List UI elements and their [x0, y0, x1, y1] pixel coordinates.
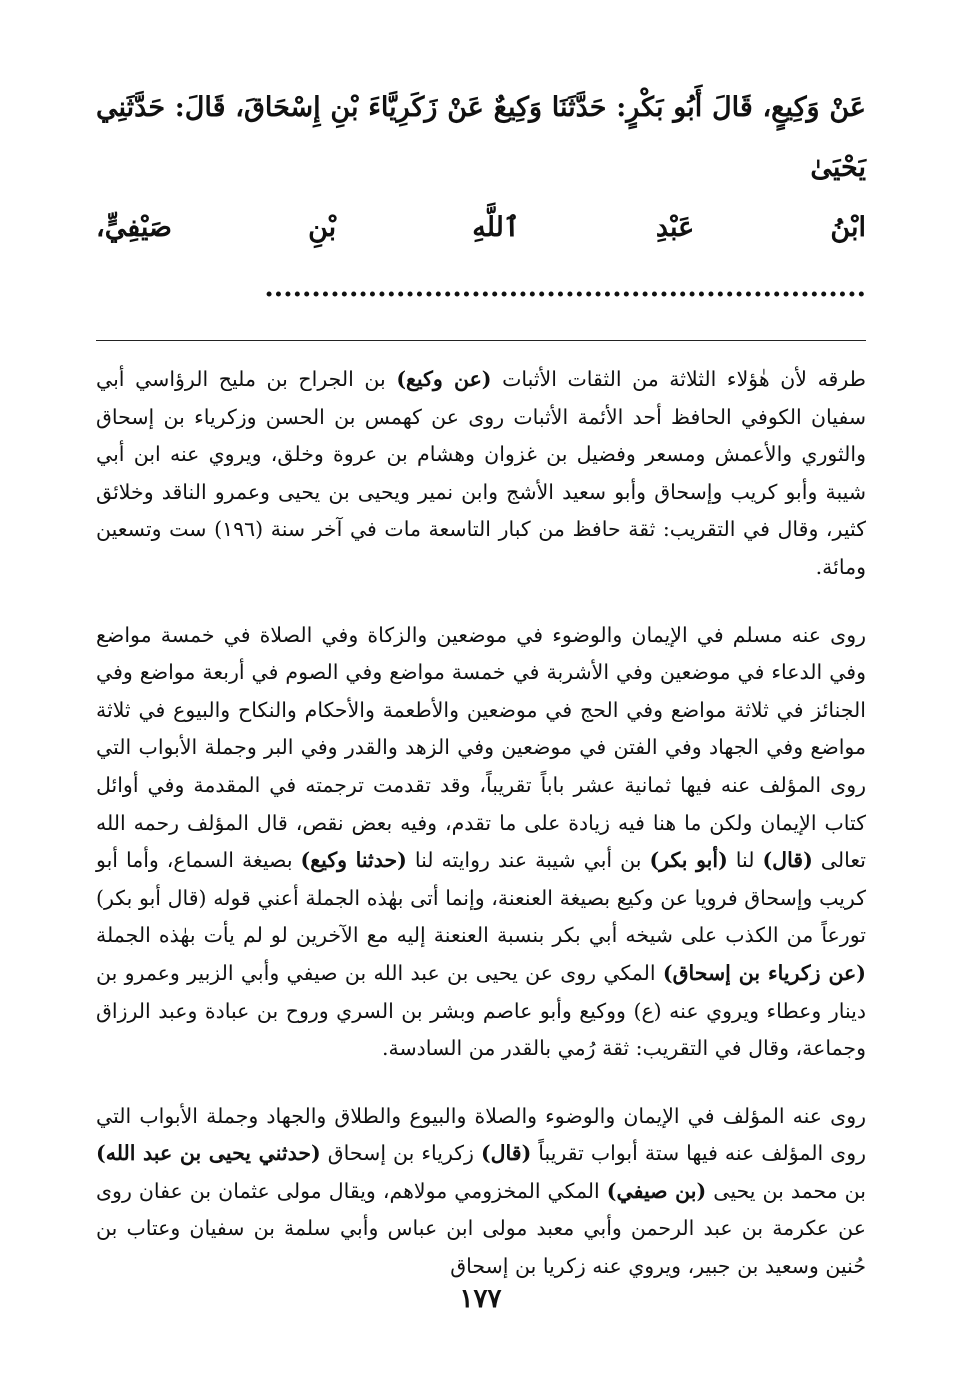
- bold-quote: (عن وكيع): [396, 367, 492, 391]
- text-run: بن أبي شيبة عند روايته لنا: [406, 848, 650, 873]
- footnote-divider: [96, 340, 866, 341]
- bold-quote: (عن زكرياء بن إسحاق): [662, 960, 866, 985]
- page-number: ١٧٧: [459, 1284, 502, 1314]
- text-run: طرقه لأن هٰؤلاء الثلاثة من الثقات الأثبات: [491, 367, 866, 391]
- page-body: [96, 78, 866, 1286]
- text-run: بن محمد بن يحيى: [706, 1178, 866, 1203]
- text-run: المكي روى عن يحيى بن عبد الله بن صيفي وأبي الزبير وعمرو بن دينار وعطاء ويروي عنه (ع) ووكيع وأبو عاصم وبشر بن السري وروح بن عبادة وعبد الرزاق وجماعة، وقال في التقريب: ثقة رُمي بالقدر من السادسة.: [96, 960, 866, 1061]
- text-run: بن الجراح بن مليح الرؤاسي أبي سفيان الكوفي الحافظ أحد الأئمة الأثبات روى عن كهمس بن الحسن وزكرياء بن إسحاق والثوري والأعمش ومسعر وفضيل بن غزوان وهشام بن عروة وخلق، ويروي عنه ابن أبي شيبة وأبو كريب وإسحاق وأبو سعيد الأشج وابن نمير ويحيى بن يحيى وعمرو الناقد وخلائق كثير، وقال في التقريب: ثقة حافظ من كبار التاسعة مات في آخر سنة (١٩٦) ست وتسعين ومائة.: [96, 367, 866, 579]
- text-run: زكرياء بن إسحاق: [320, 1141, 481, 1166]
- text-run: روى عنه مسلم في الإيمان والوضوء في موضعين والزكاة وفي الصلاة في خمسة مواضع وفي الدعاء في موضعين وفي الأشربة في خمسة مواضع وفي الصوم في أربعة مواضع وفي الجنائز في ثلاثة مواضع وفي الحج في موضعين والأطعمة والأحكام والنكاح والبيوع في ثلاثة مواضع وفي الجهاد وفي الفتن في موضعين وفي الزهد والقدر وفي البر وجملة الأبواب التي روى المؤلف عنه فيها ثمانية عشر باباً تقريباً، وقد تقدمت ترجمته في المقدمة وفي أوائل كتاب الإيمان ولكن ما هنا فيه زيادة على ما تقدم، وفيه بعض نقص، قال المؤلف رحمه الله تعالى: [96, 622, 866, 873]
- text-run: روى عنه المؤلف في الإيمان والوضوء والصلاة والبيوع والطلاق والجهاد وجملة الأبواب التي روى المؤلف عنه فيها ستة أبواب تقريباً: [96, 1103, 867, 1166]
- bold-quote: (أبو بكر): [649, 848, 728, 873]
- bold-quote: (قال): [762, 848, 813, 873]
- hadith-continuation-dots: ................................................................: [264, 272, 866, 303]
- hadith-line-1: عَنْ وَكِيعٍ، قَالَ أَبُو بَكْرٍ: حَدَّثَنَا وَكِيعٌ عَنْ زَكَرِيَّاءَ بْنِ إِسْحَاقَ، قَالَ: حَدَّثَنِي يَحْيَىٰ: [96, 92, 866, 183]
- hadith-line-2: [96, 198, 866, 318]
- commentary-paragraph-2: [96, 617, 866, 1068]
- commentary-paragraph-1: [96, 361, 866, 587]
- bold-quote: (حدثنا وكيع): [300, 848, 407, 873]
- hadith-line-2-text: ابْنُ عَبْدِ ٱللَّهِ بْنِ صَيْفِيٍّ،: [96, 212, 866, 243]
- bold-quote: (بن صيفي): [606, 1178, 707, 1203]
- text-run: لنا: [727, 848, 763, 873]
- text-run: المكي المخزومي مولاهم، ويقال مولى عثمان بن عفان روى عن عكرمة بن عبد الرحمن وأبي معبد مولى ابن عباس وأبي سلمة بن سفيان وعتاب بن حُنين وسعيد بن جبير، ويروي عنه زكريا بن إسحاق: [96, 1178, 866, 1279]
- text-run: بصيغة السماع، وأما أبو كريب وإسحاق فرويا عن وكيع بصيغة العنعنة، وإنما أتى بهٰذه الجملة أعني قوله (قال أبو بكر) تورعاً من الكذب على شيخه أبي بكر بنسبة العنعنة إليه مع الآخرين لو لم يأت بهٰذه الجملة: [96, 848, 866, 948]
- hadith-text: [96, 78, 866, 318]
- bold-quote: (قال): [480, 1141, 532, 1166]
- bold-quote: (حدثني يحيى بن عبد الله): [96, 1141, 321, 1166]
- commentary-paragraph-3: [96, 1098, 866, 1286]
